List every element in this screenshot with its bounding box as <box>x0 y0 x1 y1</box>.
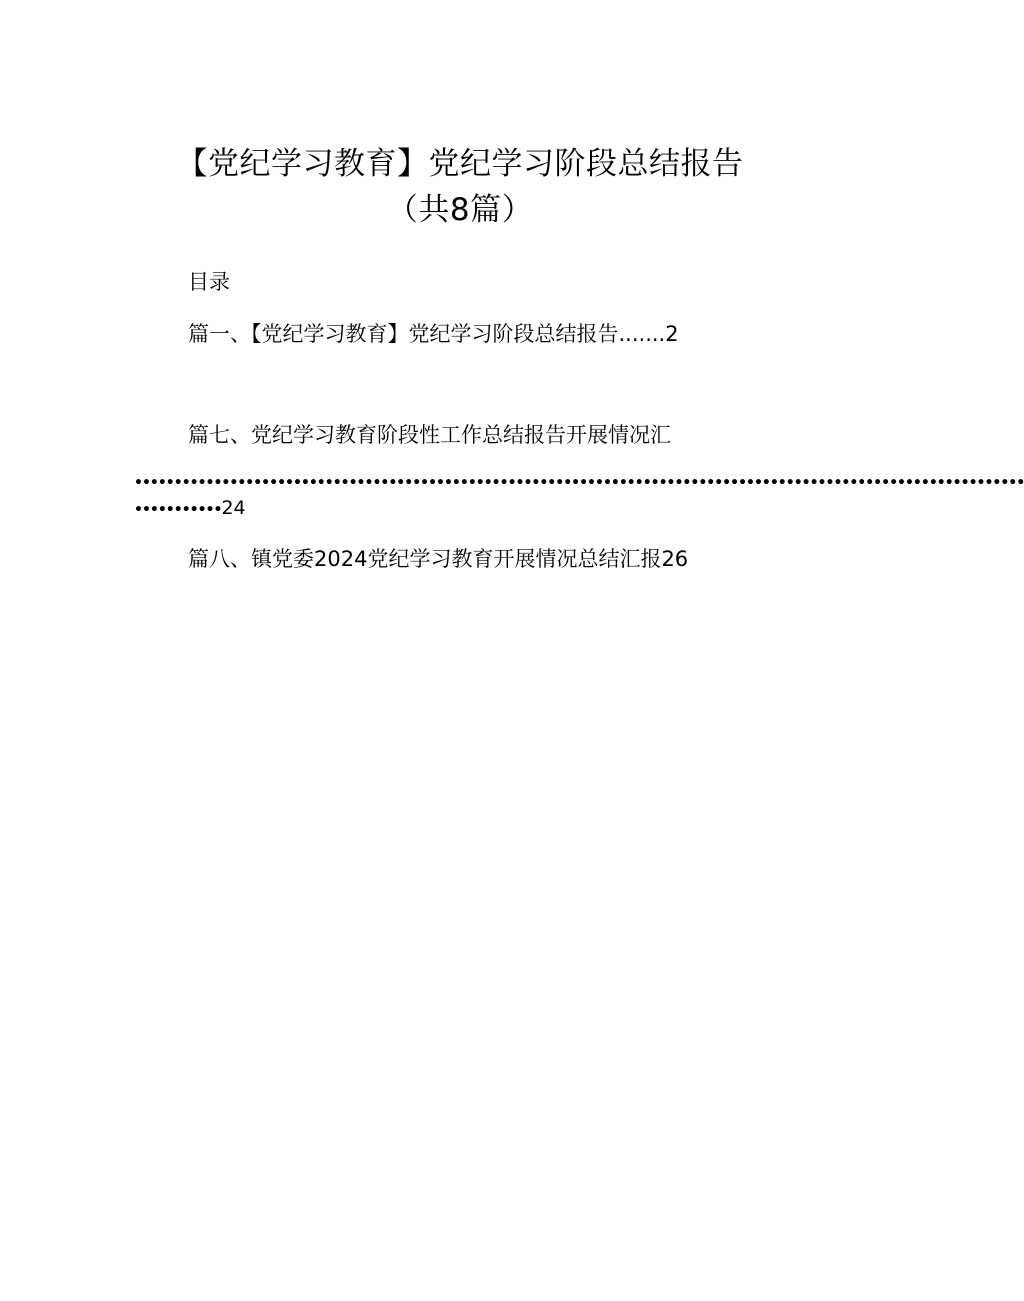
toc-leader-dots-short: ••••••••••• <box>134 502 222 518</box>
toc-entry-8[interactable]: 篇八、镇党委2024党纪学习教育开展情况总结汇报26 <box>188 547 689 571</box>
toc-leader-dots: •••••••••••••••••••••••••••••••••••••••••••••••••••••••••••••••••••••••••••••••••••••••••••••••••••••••••••••••• <box>134 475 1024 491</box>
document-title-count: （共8篇） <box>386 192 534 228</box>
toc-page-number: 24 <box>221 497 246 519</box>
toc-entry-1[interactable]: 篇一、【党纪学习教育】党纪学习阶段总结报告.......2 <box>188 322 679 346</box>
toc-heading: 目录 <box>188 270 230 294</box>
document-title: 【党纪学习教育】党纪学习阶段总结报告 <box>176 146 744 182</box>
toc-entry-7[interactable]: 篇七、党纪学习教育阶段性工作总结报告开展情况汇 <box>188 423 671 447</box>
toc-entry-7-page[interactable] <box>134 496 246 520</box>
